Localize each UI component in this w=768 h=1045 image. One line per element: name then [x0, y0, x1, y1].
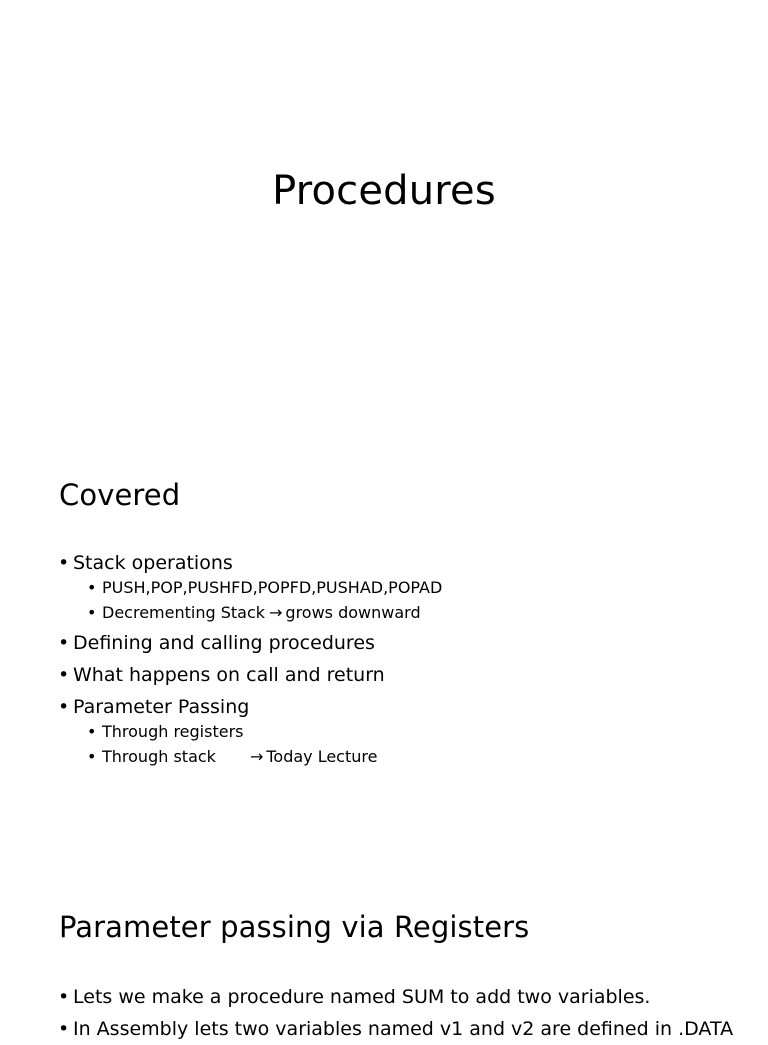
- bullet-icon: •: [87, 603, 97, 622]
- list-item-text: Today Lecture: [266, 747, 378, 766]
- list-item-text: Stack operations: [73, 552, 233, 574]
- bullet-icon: •: [87, 578, 97, 597]
- list-item-text: Through stack: [102, 747, 216, 766]
- bullet-icon: •: [58, 1018, 70, 1040]
- list-item-text: In Assembly lets two variables named v1 and v2 are defined in .DATA: [73, 1018, 734, 1040]
- slide-parameter-passing: [0, 850, 768, 1040]
- bullet-icon: •: [58, 664, 70, 686]
- slide-heading: Parameter passing via Registers: [59, 910, 530, 944]
- list-item: [58, 659, 442, 691]
- slide-title: Procedures: [272, 168, 496, 214]
- bullet-icon: •: [58, 552, 70, 574]
- bullet-icon: •: [87, 747, 97, 766]
- list-item: [87, 575, 442, 600]
- sub-bullet-list: [73, 575, 442, 625]
- list-item-text: grows downward: [285, 603, 421, 622]
- slide-heading: Covered: [59, 478, 181, 512]
- list-item-text: PUSH,POP,PUSHFD,POPFD,PUSHAD,POPAD: [102, 578, 443, 597]
- arrow-right-icon: →: [249, 747, 264, 766]
- bullet-icon: •: [58, 632, 70, 654]
- bullet-icon: •: [58, 986, 70, 1008]
- list-item: [87, 744, 442, 769]
- slide-procedures: [0, 0, 768, 410]
- list-item: [58, 1013, 733, 1045]
- bullet-list: [58, 981, 733, 1045]
- arrow-right-icon: →: [269, 603, 283, 622]
- bullet-icon: •: [58, 696, 70, 718]
- list-item: [87, 600, 442, 625]
- bullet-list: [58, 547, 442, 771]
- list-item-text: Through registers: [102, 722, 244, 741]
- list-item-text: Parameter Passing: [73, 696, 250, 718]
- list-item: [87, 719, 442, 744]
- list-item-text: Lets we make a procedure named SUM to add two variables.: [73, 986, 651, 1008]
- list-item: [58, 981, 733, 1013]
- list-item: [58, 691, 442, 769]
- list-item: [58, 627, 442, 659]
- list-item-text: Decrementing Stack: [102, 603, 265, 622]
- list-item-text: What happens on call and return: [73, 664, 385, 686]
- list-item: [58, 547, 442, 625]
- slide-covered: [0, 410, 768, 850]
- bullet-icon: •: [87, 722, 97, 741]
- list-item-text: Defining and calling procedures: [73, 632, 375, 654]
- sub-bullet-list: [73, 719, 442, 769]
